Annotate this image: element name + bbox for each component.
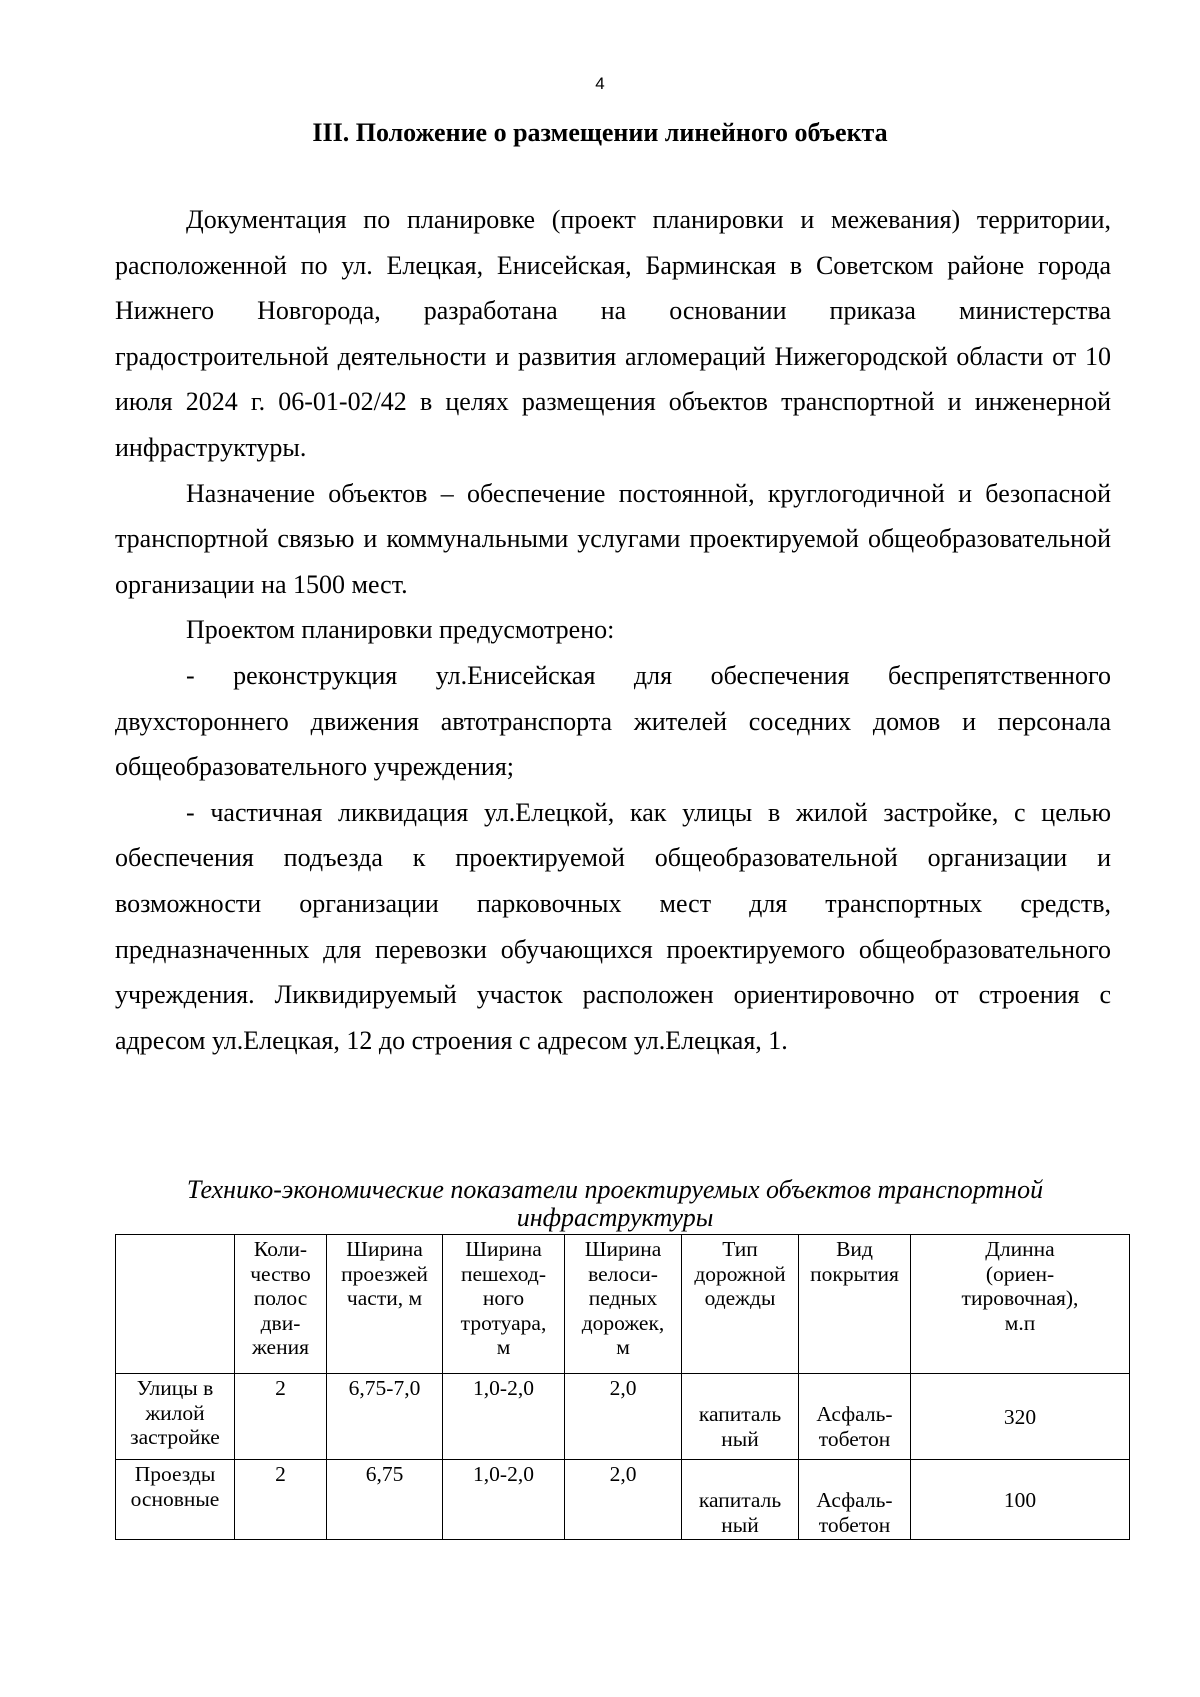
header-cell-pavement-type: Тип дорожной одежды bbox=[682, 1235, 799, 1374]
paragraph-reconstruction-item: - реконструкция ул.Енисейская для обеспечения беспрепятственного двухстороннего движения автотранспорта жителей соседних домов и персонала общеобразовательного учреждения; bbox=[115, 660, 1111, 782]
cell-sidewalk-width: 1,0-2,0 bbox=[443, 1460, 565, 1540]
table-header-row bbox=[116, 1235, 1130, 1374]
cell-carriageway-width: 6,75-7,0 bbox=[327, 1374, 443, 1460]
cell-surface-type: Асфаль- тобетон bbox=[799, 1460, 911, 1540]
cell-bikeway-width: 2,0 bbox=[565, 1374, 682, 1460]
table-row bbox=[116, 1460, 1130, 1540]
cell-sidewalk-width: 1,0-2,0 bbox=[443, 1374, 565, 1460]
cell-pavement-type: капиталь ный bbox=[682, 1374, 799, 1460]
cell-pavement-type: капиталь ный bbox=[682, 1460, 799, 1540]
paragraph-documentation-basis: Документация по планировке (проект планировки и межевания) территории, расположенной по ул. Елецкая, Енисейская, Барминская в Советском районе города Нижнего Новгорода, разработана на основании приказа министерства градостроительной деятельности и развития агломераций Нижегородской области от 10 июля 2024 г. 06-01-02/42 в целях размещения объектов транспортной и инженерной инфраструктуры. bbox=[115, 205, 1111, 462]
header-cell-bikeway-width: Ширина велоси- педных дорожек, м bbox=[565, 1235, 682, 1374]
page-number: 4 bbox=[595, 74, 605, 93]
header-cell-surface-type: Вид покрытия bbox=[799, 1235, 911, 1374]
cell-length: 100 bbox=[911, 1460, 1130, 1540]
technical-indicators-table bbox=[115, 1234, 1130, 1540]
cell-carriageway-width: 6,75 bbox=[327, 1460, 443, 1540]
header-cell-length: Длинна (ориен- тировочная), м.п bbox=[911, 1235, 1130, 1374]
cell-length: 320 bbox=[911, 1374, 1130, 1460]
body-text bbox=[115, 197, 1111, 1063]
table-row bbox=[116, 1374, 1130, 1460]
section-heading: III. Положение о размещении линейного объекта bbox=[312, 118, 888, 147]
cell-object-name: Проезды основные bbox=[116, 1460, 235, 1540]
paragraph-objects-purpose: Назначение объектов – обеспечение постоянной, круглогодичной и безопасной транспортной связью и коммунальными услугами проектируемой общеобразовательной организации на 1500 мест. bbox=[115, 478, 1111, 599]
header-cell-carriageway-width: Ширина проезжей части, м bbox=[327, 1235, 443, 1374]
cell-bikeway-width: 2,0 bbox=[565, 1460, 682, 1540]
header-cell-object bbox=[116, 1235, 235, 1374]
paragraph-planning-provides: Проектом планировки предусмотрено: bbox=[186, 615, 615, 645]
cell-surface-type: Асфаль- тобетон bbox=[799, 1374, 911, 1460]
header-cell-lanes: Коли- чество полос дви- жения bbox=[235, 1235, 327, 1374]
header-cell-sidewalk-width: Ширина пешеход- ного тротуара, м bbox=[443, 1235, 565, 1374]
cell-lanes: 2 bbox=[235, 1374, 327, 1460]
cell-object-name: Улицы в жилой застройке bbox=[116, 1374, 235, 1460]
cell-lanes: 2 bbox=[235, 1460, 327, 1540]
paragraph-liquidation-item: - частичная ликвидация ул.Елецкой, как улицы в жилой застройке, с целью обеспечения подъезда к проектируемой общеобразовательной организации и возможности организации парковочных мест для транспортных средств, предназначенных для перевозки обучающихся проектируемого общеобразовательного учреждения. Ликвидируемый участок расположен ориентировочно от строения с адресом ул.Елецкая, 12 до строения с адресом ул.Елецкая, 1. bbox=[115, 797, 1111, 1055]
table-caption: Технико-экономические показатели проектируемых объектов транспортной инфраструктуры bbox=[186, 1175, 1044, 1232]
